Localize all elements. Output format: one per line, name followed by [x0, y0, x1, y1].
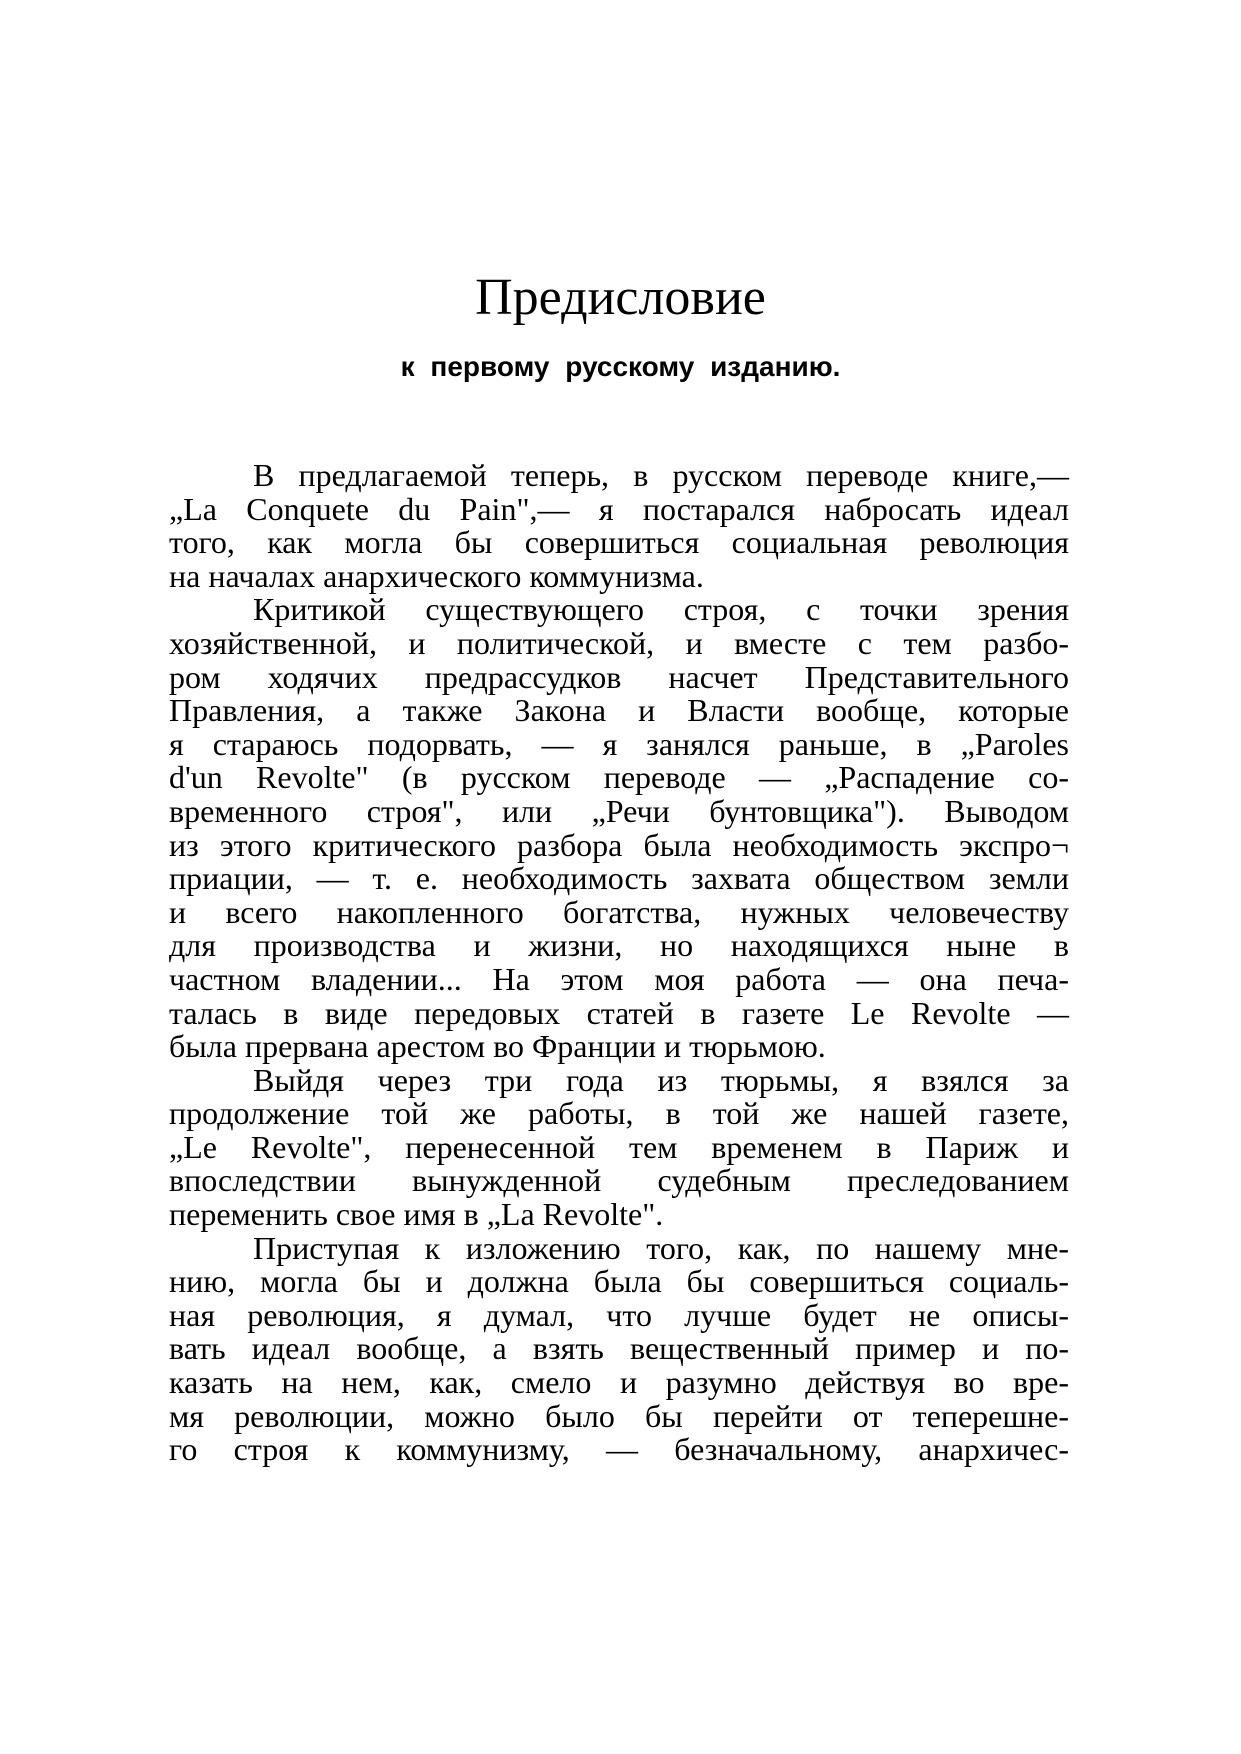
- text-line: нию, могла бы и должна была бы совершиться социаль-: [169, 1263, 1069, 1300]
- text-line: была прервана арестом во Франции и тюрьмою.: [169, 1028, 826, 1065]
- paragraph: [169, 1061, 1069, 1233]
- text-line: и всего накопленного богатства, нужных человечеству: [169, 893, 1069, 930]
- text-line: Приступая к изложению того, как, по нашему мне-: [253, 1229, 1069, 1266]
- paragraph: [169, 593, 1069, 1063]
- page-title: Предисловие: [475, 269, 766, 326]
- text-line: казать на нем, как, смело и разумно действуя во вре-: [169, 1364, 1069, 1401]
- text-line: я стараюсь подорвать, — я занялся раньше, в „Paroles: [169, 725, 1069, 762]
- text-line: временного строя", или „Речи бунтовщика"). Выводом: [169, 792, 1069, 829]
- text-line: мя революции, можно было бы перейти от теперешне-: [169, 1397, 1069, 1434]
- paragraph: [169, 459, 1069, 593]
- text-line: В предлагаемой теперь, в русском переводе книге,—: [253, 457, 1069, 493]
- text-line: того, как могла бы совершиться социальная революция: [169, 524, 1069, 561]
- text-line: хозяйственной, и политической, и вместе с тем разбо-: [169, 624, 1069, 661]
- text-line: d'un Revolte" (в русском переводе — „Распадение со-: [169, 759, 1069, 796]
- page-subtitle: к первому русскому изданию.: [400, 351, 841, 382]
- text-line: на началах анархического коммунизма.: [169, 557, 704, 594]
- text-line: ром ходячих предрассудков насчет Представительного: [169, 658, 1069, 695]
- text-line: частном владении... На этом моя работа — она печа-: [169, 960, 1069, 997]
- text-line: продолжение той же работы, в той же нашей газете,: [169, 1095, 1069, 1132]
- text-line: для производства и жизни, но находящихся ныне в: [169, 927, 1069, 964]
- text-line: приации, — т. е. необходимость захвата обществом земли: [169, 860, 1069, 897]
- paragraph: [169, 1229, 1069, 1468]
- body-text: [169, 459, 1069, 1467]
- text-line: талась в виде передовых статей в газете Le Revolte —: [169, 994, 1069, 1031]
- text-line: Выйдя через три года из тюрьмы, я взялся за: [253, 1061, 1069, 1098]
- text-line: впоследствии вынужденной судебным преследованием: [169, 1162, 1069, 1199]
- text-line: переменить свое имя в „La Revolte".: [169, 1196, 664, 1233]
- text-line: „La Conquete du Pain",— я постарался набросать идеал: [169, 490, 1069, 527]
- text-line: ная революция, я думал, что лучше будет не описы-: [169, 1296, 1069, 1333]
- text-line: го строя к коммунизму, — безначальному, анархичес-: [169, 1431, 1069, 1468]
- text-line: Критикой существующего строя, с точки зрения: [253, 591, 1069, 628]
- text-line: Правления, а также Закона и Власти вообще, которые: [169, 692, 1069, 729]
- text-line: „Le Revolte", перенесенной тем временем в Париж и: [169, 1128, 1069, 1165]
- text-line: вать идеал вообще, а взять вещественный пример и по-: [169, 1330, 1069, 1367]
- text-line: из этого критического разбора была необходимость экспро¬: [169, 826, 1069, 863]
